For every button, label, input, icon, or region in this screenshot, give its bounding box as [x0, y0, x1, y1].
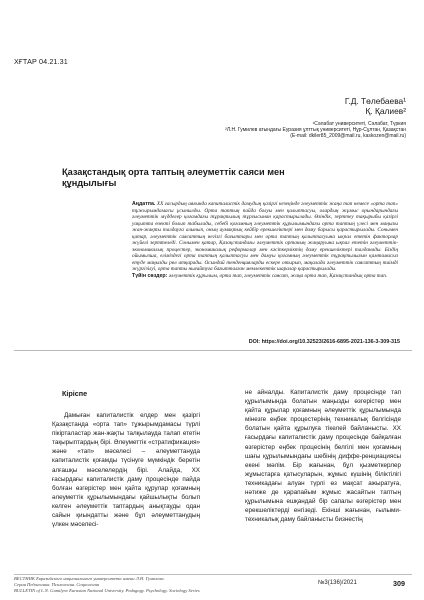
affiliation-2: ²Л.Н. Гумилев атындағы Еуразия ұлттық университеті, Нұр-Сұлтан, Қазақстан [225, 127, 406, 134]
author-emails[interactable]: (E-mail: dkiler85_2009@mail.ru, kaskozen@mail.ru) [290, 133, 406, 140]
body-column-left [52, 411, 200, 529]
abstract-paragraph [132, 201, 398, 273]
abstract-block [132, 201, 398, 280]
author-1: Г.Д. Төлебаева¹ [344, 96, 406, 106]
issue-number: №3(136)/2021 [318, 580, 357, 586]
page-number: 309 [393, 579, 405, 588]
affiliations-block [76, 121, 406, 140]
keywords-paragraph [132, 273, 398, 280]
body-paragraph: не айналды. Капиталистік даму процесінде тап құрылымында болатын маңызды өзгерістер мен қайта құрылар қоғамның әлеуметтік құрылымында мінезге еңбек процестерінің техникалық белгісінде болатын қайта құрылуға тікелей байланысты. ХХ ғасырдағы капиталистік даму процесінде байқалған өзгерістер еңбек процесінің белгілі мен қоғамның шағы құрылымындағы шебінің диффе-ренциациясы екені мәлім. Бір жағынан, бұл қызметкерлер жұмыстарға қатысуларын, жұмыс күшінің біліктілігі техникадағы алуан түрлі өз мақсат ажыратуға, нәтиже де қарапайым жұмыс жасайтын таптың құрылымына ешқандай бір сапалы өзгерістер мен ерекшеліктерді енгізеді. Екінші жағынан, ғылыми-техникалық даму байланысты бизнестің [245, 389, 401, 524]
journal-line-1: ВЕСТНИК Евразийского национального университета имени Л.Н. Гумилева. [14, 576, 165, 581]
title-line-2: құндылығы [62, 178, 117, 189]
journal-info [14, 576, 200, 595]
body-column-right [245, 388, 401, 524]
article-code: ХҒТАР 04.21.31 [14, 57, 68, 66]
abstract-text: ХХ ғасырдың аяғында капиталистік дамудың қазіргі кезеңінде әлеуметтік жаңа тап немесе «орта тап» тұжырымдамасы ұсынылды. Орта таптың пайда болуы мен қалыптасуы, олардың жұмыс орындарындағы әлеуметтік мүдделер қоғамдағы тұрақтылық тұрғысынан қарастырылады. Өзіндік, зерттеу тақырыбы қазіргі уақытта өзекті болып табылады, себебі қоғамның әлеуметтік құрылымындағы орта таптың үлесі мен маңызы жан-жақты талдауға алынып, оның аумақтық кейбір ерекшеліктері мен даму барысы қарастырылады. Сонымен қатар, әлеуметтік саясаттың негізгі бағыттары мен орта таптың қалыптасуына ықпал ететін факторлар жүйелі зерттеледі. Сонымен қатар, Қазақстандағы әлеуметтік ортаның жаңаруына ықпал ететін әлеуметтік-экономикалық процестер, экономикалық реформалар мен кәсіпкерліктің даму ерекшеліктері талданады. Біздің ойымызша, еліміздегі орта таптың қалыптасуы мен дамуы қоғамның әлеуметтік тұрақтылығын қамтамасыз етуде маңызды рөл атқарады. Осындай тенденцияларды ескере отырып, мақалада әлеуметтік саясаттың тиімді жүргізілуі, орта тапты нығайтуға бағытталған мемлекеттік шаралар қарастырылады. [132, 201, 398, 273]
title-line-1: Қазақстандық орта таптың әлеуметтік саяси мен [62, 167, 285, 177]
article-title [62, 167, 362, 189]
authors-block [345, 96, 406, 116]
journal-line-3: BULLETIN of L.N. Gumilyov Eurasian National University. Pedagogy. Psychology. Sociology Series [14, 588, 200, 594]
journal-line-2: Серия Педагогика. Психология. Социология [14, 582, 100, 588]
section-divider [14, 350, 412, 351]
body-paragraph: Дамыған капиталистік елдер мен қазіргі Қазақстанда «орта тап» тұжырымдамасы түрлі пікірталастар жан-жақты талқылауда талап ететін тақырыптардың бірі. Әлеуметтік «стратификация» және «тап» мәселесі – әлеуметтануда капиталистік қоғамды түсінуге мүмкіндік беретін алғашқы мәселелердің бірі. Алайда, ХХ ғасырдағы капиталистік даму процесінде пайда болған өзгерістер мен қайта құрулар қоғамның әлеуметтік құрылымындағы қайшылықты болып келген әлеуметтік таптардың анықтауды одан сайын қиындатты және бұл әлеуметтанудың үлкен мәселесі- [52, 412, 200, 529]
author-2: Қ. Қалиев² [365, 106, 406, 116]
doi-link[interactable]: DOI: https://doi.org/10.32523/2616-6895-2021-136-3-309-315 [248, 339, 400, 345]
keywords-text: әлеуметтік құрылым, орта тап, әлеуметтік саясат, жаңа орта тап, Қазақстандық орта тап. [168, 273, 388, 280]
affiliation-1: ¹Сәлабат университеті, Сәлабат, Түркия [312, 121, 406, 127]
intro-heading: Кіріспе [62, 389, 88, 398]
abstract-label: Аңдатпа. [132, 201, 156, 207]
keywords-label: Түйін сөздер: [132, 273, 168, 280]
footer-divider [14, 574, 412, 575]
